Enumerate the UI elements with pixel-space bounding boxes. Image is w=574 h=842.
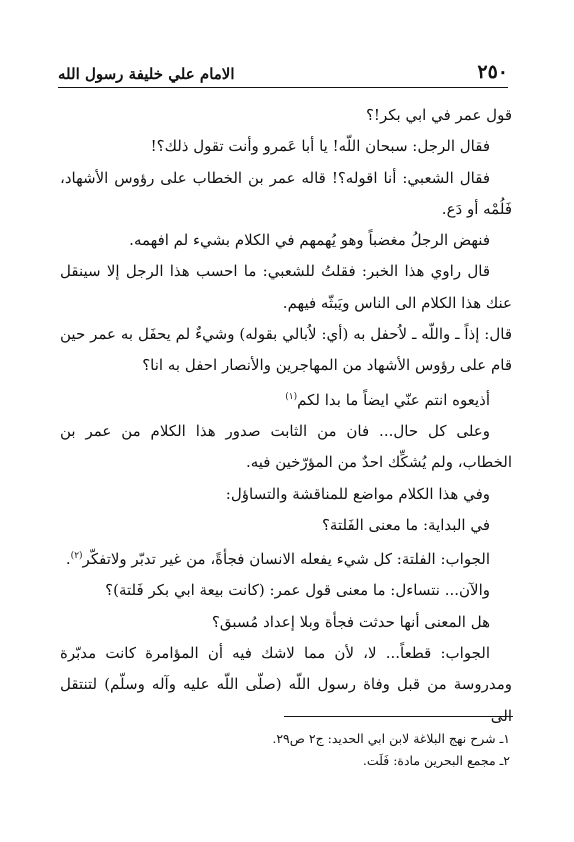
paragraph: أذيعوه انتم عنّي ايضاً ما بدا لكم$^{(١)}$ (285, 390, 490, 409)
paragraph: في البداية: ما معنى الفَلتة؟ (321, 515, 490, 534)
paragraph: قول عمر في ابي بكر!؟ (365, 106, 512, 124)
paragraph: الجواب: الفلتة: كل شيء يفعله الانسان فجأةً، من غير تدبّر ولاتفكّر$^{(٢)}$. (65, 550, 490, 569)
footnotes (58, 728, 510, 772)
running-title: الامام علي خليفة رسول الله (58, 65, 235, 83)
body-text (60, 100, 512, 732)
page-header (58, 58, 508, 88)
paragraph: هل المعنى أنها حدثت فجأة وبلا إعداد مُسبق؟ (211, 612, 490, 631)
paragraph: قال: إذاً ـ واللّه ـ لاُحفل به (أي: لاُبالي بقوله) وشيءٌ لم يحفَل به عمر حين قام على رؤوس الأشهاد من المهاجرين والأنصار احفل به انا؟ (60, 325, 512, 375)
paragraph: والآن... نتساءل: ما معنى قول عمر: (كانت بيعة ابي بكر فَلتة)؟ (105, 581, 490, 600)
paragraph: فقال الرجل: سبحان اللّه! يا أبا عَمرو وأنت تقول ذلك؟! (150, 137, 490, 156)
footnote-marker: (١) (285, 391, 298, 402)
paragraph: فقال الشعبي: أنا اقوله؟! قاله عمر بن الخطاب على رؤوس الأشهاد، فَلُمْه أو دَع. (60, 168, 512, 218)
paragraph: وعلى كل حال... فان من الثابت صدور هذا الكلام من عمر بن الخطاب، ولم يُشكِّك احدٌ من المؤرّخين فيه. (60, 421, 512, 472)
paragraph: وفي هذا الكلام مواضع للمناقشة والتساؤل: (225, 484, 490, 503)
footnote-divider (284, 716, 513, 717)
footnote-marker: (٢) (70, 551, 83, 562)
footnote: ٢ـ مجمع البحرين مادة: فَلَت. (362, 753, 510, 768)
page-number: ٢٥٠ (477, 61, 508, 83)
paragraph: الجواب: قطعاً... لا، لأن مما لاشك فيه أن المؤامرة كانت مدبّرة ومدروسة من قبل وفاة رسول اللّه (صلّى اللّه عليه وآله وسلّم) لتنتقل الى (60, 644, 512, 725)
paragraph: فنهض الرجلُ مغضباً وهو يُهمهم في الكلام بشيء لم افهمه. (129, 231, 490, 250)
footnote: ١ـ شرح نهج البلاغة لابن ابي الحديد: ج٢ ص٢٩. (272, 731, 510, 746)
paragraph: قال راوي هذا الخبر: فقلتُ للشعبي: ما احسب هذا الرجل إلا سينقل عنك هذا الكلام الى الناس ويَبثّه فيهم. (60, 262, 512, 312)
